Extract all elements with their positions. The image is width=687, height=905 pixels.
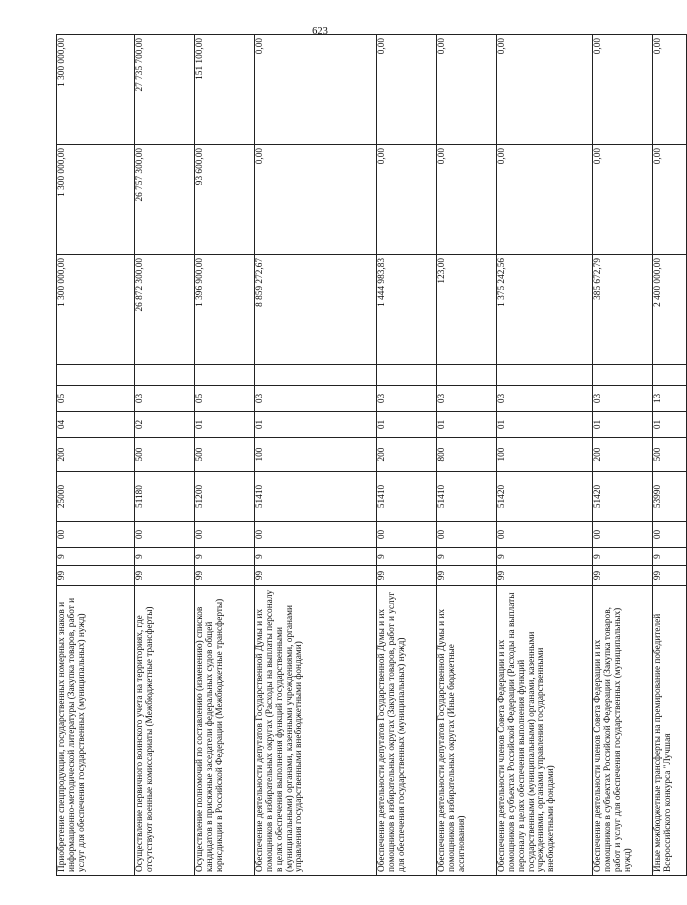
direction-code-cell: 51180 (135, 472, 195, 522)
section-code-cell: 01 (497, 412, 593, 438)
section-code-cell: 04 (57, 412, 135, 438)
expense-name-cell: Обеспечение деятельности членов Совета Федерации и их помощников в субъектах Российской Федерации (Закупка товаров, работ и услуг для обеспечения государственных (муниципальных) нужд) (593, 586, 653, 876)
amount-year1-cell: 123,00 (437, 255, 497, 365)
table-row (593, 35, 653, 876)
group-code-cell: 00 (593, 522, 653, 548)
spacer-cell (195, 365, 255, 386)
subsection-code-cell: 03 (497, 386, 593, 412)
subprogram-code-cell: 9 (255, 548, 377, 566)
amount-year2-cell: 26 757 300,00 (135, 145, 195, 255)
page-number: 623 (312, 26, 328, 37)
expense-type-cell: 200 (57, 438, 135, 472)
amount-year1-cell: 1 396 900,00 (195, 255, 255, 365)
expense-type-cell: 500 (135, 438, 195, 472)
subsection-code-cell: 05 (57, 386, 135, 412)
expense-type-cell: 200 (593, 438, 653, 472)
subprogram-code-cell: 9 (437, 548, 497, 566)
expense-type-cell: 500 (653, 438, 687, 472)
expense-type-cell: 100 (255, 438, 377, 472)
amount-year3-cell: 0,00 (437, 35, 497, 145)
program-code-cell: 99 (497, 566, 593, 586)
expense-name-cell: Обеспечение деятельности членов Совета Федерации и их помощников в субъектах Российской Федерации (Расходы на выплаты персоналу в целях обеспечения выполнения функций государственными (муниципальными) органами, казенными учреждениями, органами управления государственными внебюджетными фондами) (497, 586, 593, 876)
amount-year2-cell: 93 600,00 (195, 145, 255, 255)
expense-type-cell: 100 (497, 438, 593, 472)
group-code-cell: 00 (437, 522, 497, 548)
direction-code-cell: 51410 (377, 472, 437, 522)
group-code-cell: 00 (497, 522, 593, 548)
table-row (57, 35, 135, 876)
spacer-cell (255, 365, 377, 386)
group-code-cell: 00 (377, 522, 437, 548)
amount-year3-cell: 0,00 (653, 35, 687, 145)
program-code-cell: 99 (653, 566, 687, 586)
expense-name-cell: Иные межбюджетные трансферты на премирование победителей Всероссийского конкурса "Лучшая (653, 586, 687, 876)
spacer-cell (593, 365, 653, 386)
program-code-cell: 99 (195, 566, 255, 586)
subprogram-code-cell: 9 (377, 548, 437, 566)
spacer-cell (497, 365, 593, 386)
direction-code-cell: 51410 (437, 472, 497, 522)
table-row (497, 35, 593, 876)
direction-code-cell: 25000 (57, 472, 135, 522)
expense-name-cell: Приобретение спецпродукции, государственных номерных знаков и информационно-методической литературы (Закупка товаров, работ и услуг для обеспечения государственных (муниципальных) нужд) (57, 586, 135, 876)
section-code-cell: 01 (255, 412, 377, 438)
subsection-code-cell: 03 (377, 386, 437, 412)
expense-type-cell: 800 (437, 438, 497, 472)
direction-code-cell: 51200 (195, 472, 255, 522)
subprogram-code-cell: 9 (653, 548, 687, 566)
subsection-code-cell: 05 (195, 386, 255, 412)
direction-code-cell: 51420 (593, 472, 653, 522)
expense-name-cell: Обеспечение деятельности депутатов Государственной Думы и их помощников в избирательных округах (Расходы на выплаты персоналу в целях обеспечения выполнения функций государственными (муниципальными) органами, казенными учреждениями, органами управления государственными внебюджетными фондами) (255, 586, 377, 876)
group-code-cell: 00 (195, 522, 255, 548)
amount-year3-cell: 0,00 (255, 35, 377, 145)
expense-name-cell: Обеспечение деятельности депутатов Государственной Думы и их помощников в избирательных округах (Закупка товаров, работ и услуг для обеспечения государственных (муниципальных) нужд) (377, 586, 437, 876)
amount-year3-cell: 27 735 700,00 (135, 35, 195, 145)
budget-table (56, 34, 687, 876)
direction-code-cell: 53990 (653, 472, 687, 522)
direction-code-cell: 51410 (255, 472, 377, 522)
expense-name-cell: Осуществление первичного воинского учета на территориях, где отсутствуют военные комиссариаты (Межбюджетные трансферты) (135, 586, 195, 876)
amount-year2-cell: 0,00 (497, 145, 593, 255)
expense-name-cell: Осуществление полномочий по составлению (изменению) списков кандидатов в присяжные заседатели федеральных судов общей юрисдикции в Российской Федерации (Межбюджетные трансферты) (195, 586, 255, 876)
section-code-cell: 02 (135, 412, 195, 438)
amount-year3-cell: 151 100,00 (195, 35, 255, 145)
expense-type-cell: 500 (195, 438, 255, 472)
amount-year2-cell: 0,00 (377, 145, 437, 255)
program-code-cell: 99 (377, 566, 437, 586)
spacer-cell (653, 365, 687, 386)
amount-year1-cell: 2 400 000,00 (653, 255, 687, 365)
section-code-cell: 01 (653, 412, 687, 438)
group-code-cell: 00 (135, 522, 195, 548)
amount-year3-cell: 0,00 (593, 35, 653, 145)
subsection-code-cell: 03 (255, 386, 377, 412)
spacer-cell (57, 365, 135, 386)
amount-year2-cell: 0,00 (437, 145, 497, 255)
amount-year3-cell: 0,00 (497, 35, 593, 145)
amount-year3-cell: 1 300 000,00 (57, 35, 135, 145)
table-row (195, 35, 255, 876)
program-code-cell: 99 (57, 566, 135, 586)
amount-year3-cell: 0,00 (377, 35, 437, 145)
spacer-cell (437, 365, 497, 386)
subprogram-code-cell: 9 (497, 548, 593, 566)
expense-name-cell: Обеспечение деятельности депутатов Государственной Думы и их помощников в избирательных округах (Иные бюджетные ассигнования) (437, 586, 497, 876)
section-code-cell: 01 (593, 412, 653, 438)
group-code-cell: 00 (255, 522, 377, 548)
amount-year1-cell: 8 859 272,67 (255, 255, 377, 365)
amount-year1-cell: 26 872 300,00 (135, 255, 195, 365)
amount-year1-cell: 1 444 983,83 (377, 255, 437, 365)
subprogram-code-cell: 9 (195, 548, 255, 566)
expense-type-cell: 200 (377, 438, 437, 472)
amount-year1-cell: 385 672,79 (593, 255, 653, 365)
table-row (653, 35, 687, 876)
spacer-cell (135, 365, 195, 386)
program-code-cell: 99 (593, 566, 653, 586)
table-row (255, 35, 377, 876)
subsection-code-cell: 03 (437, 386, 497, 412)
program-code-cell: 99 (255, 566, 377, 586)
subprogram-code-cell: 9 (593, 548, 653, 566)
subprogram-code-cell: 9 (135, 548, 195, 566)
amount-year2-cell: 0,00 (255, 145, 377, 255)
direction-code-cell: 51420 (497, 472, 593, 522)
table-row (135, 35, 195, 876)
program-code-cell: 99 (437, 566, 497, 586)
rotated-table-wrapper (56, 35, 673, 876)
subsection-code-cell: 13 (653, 386, 687, 412)
spacer-cell (377, 365, 437, 386)
section-code-cell: 01 (195, 412, 255, 438)
amount-year2-cell: 1 300 000,00 (57, 145, 135, 255)
subprogram-code-cell: 9 (57, 548, 135, 566)
amount-year1-cell: 1 300 000,00 (57, 255, 135, 365)
group-code-cell: 00 (653, 522, 687, 548)
amount-year2-cell: 0,00 (593, 145, 653, 255)
group-code-cell: 00 (57, 522, 135, 548)
section-code-cell: 01 (437, 412, 497, 438)
amount-year2-cell: 0,00 (653, 145, 687, 255)
section-code-cell: 01 (377, 412, 437, 438)
amount-year1-cell: 1 375 242,56 (497, 255, 593, 365)
subsection-code-cell: 03 (135, 386, 195, 412)
program-code-cell: 99 (135, 566, 195, 586)
table-row (377, 35, 437, 876)
subsection-code-cell: 03 (593, 386, 653, 412)
table-row (437, 35, 497, 876)
